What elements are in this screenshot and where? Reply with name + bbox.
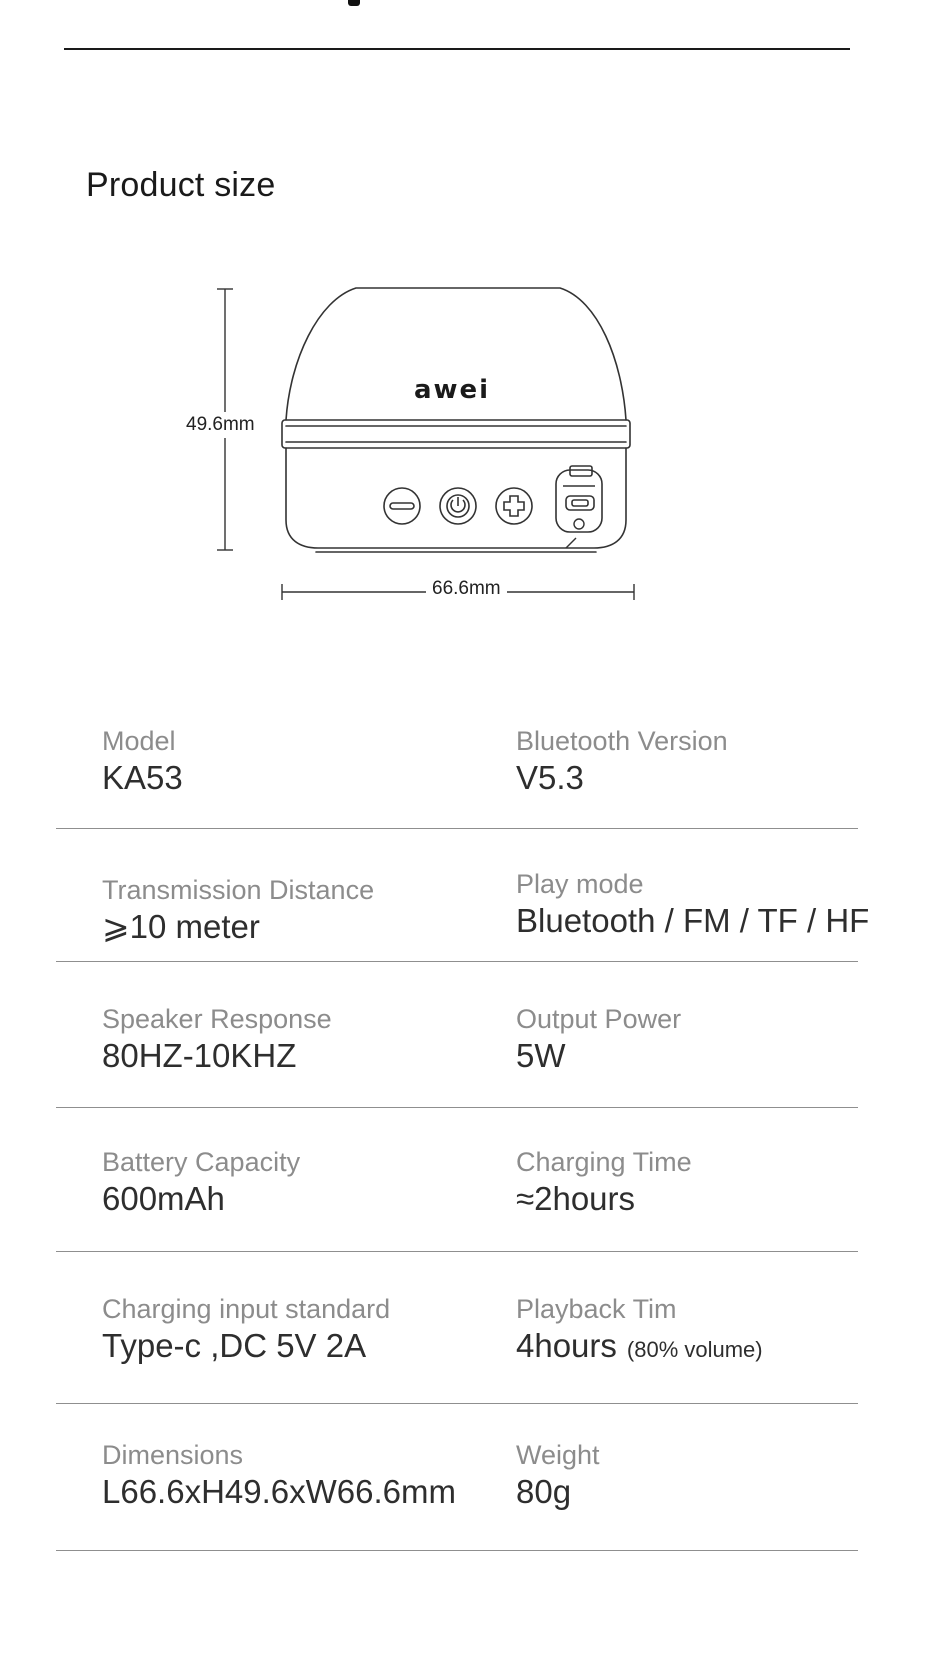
tf-card-slot-icon: [566, 519, 584, 548]
spec-value-main: 4hours: [516, 1327, 617, 1364]
spec-cell-play-mode: [516, 867, 869, 941]
section-title: Product size: [86, 166, 276, 204]
spec-value: 80HZ-10KHZ: [102, 1037, 297, 1074]
spec-label: Charging input standard: [102, 1294, 391, 1324]
spec-cell-output-power: [516, 1002, 681, 1076]
spec-label: Transmission Distance: [102, 875, 375, 905]
awei-logo: awei: [413, 375, 491, 405]
spec-value: L66.6xH49.6xW66.6mm: [102, 1473, 456, 1510]
spec-cell-transmission-distance: [102, 873, 374, 947]
spec-label: Charging Time: [516, 1147, 692, 1177]
spec-row: [56, 829, 870, 962]
spec-value: [516, 1326, 763, 1370]
spec-cell-charging-input: [102, 1292, 390, 1366]
width-label: 66.6mm: [426, 578, 507, 600]
spec-cell-charging-time: [516, 1145, 692, 1219]
spec-label: Playback Tim: [516, 1294, 677, 1324]
spec-label: Dimensions: [102, 1440, 244, 1470]
spec-value: Bluetooth / FM / TF / HF: [516, 902, 870, 939]
spec-value: 5W: [516, 1037, 566, 1074]
spec-cell-dimensions: [102, 1438, 456, 1512]
spec-cell-model: [102, 724, 183, 798]
spec-row: [56, 1252, 858, 1404]
spec-value: ⩾10 meter: [102, 908, 260, 945]
speaker-drawing: [0, 0, 950, 640]
spec-cell-battery-capacity: [102, 1145, 300, 1219]
spec-cell-weight: [516, 1438, 600, 1512]
power-icon: [440, 488, 476, 524]
spec-row: [56, 724, 858, 829]
spec-value: Type-c ,DC 5V 2A: [102, 1327, 367, 1364]
spec-cell-speaker-response: [102, 1002, 332, 1076]
spec-label: Speaker Response: [102, 1004, 332, 1034]
spec-label: Output Power: [516, 1004, 682, 1034]
spec-value: ≈2hours: [516, 1180, 636, 1217]
usb-c-port-icon: [556, 466, 602, 532]
spec-label: Play mode: [516, 869, 644, 899]
spec-row: [56, 1404, 858, 1551]
spec-cell-playback-time: [516, 1292, 763, 1370]
spec-row: [56, 1108, 858, 1252]
spec-value: KA53: [102, 759, 183, 796]
minus-icon: [384, 488, 420, 524]
height-label: 49.6mm: [186, 412, 255, 438]
spec-label: Bluetooth Version: [516, 726, 728, 756]
spec-cell-bluetooth-version: [516, 724, 728, 798]
spec-label: Weight: [516, 1440, 600, 1470]
spec-value: 600mAh: [102, 1180, 225, 1217]
plus-icon: [496, 488, 532, 524]
spec-row: [56, 962, 858, 1108]
spec-label: Battery Capacity: [102, 1147, 301, 1177]
spec-value: V5.3: [516, 759, 584, 796]
spec-value-note: (80% volume): [626, 1337, 763, 1362]
spec-value: 80g: [516, 1473, 572, 1510]
spec-label: Model: [102, 726, 176, 756]
product-size-diagram: [0, 0, 950, 640]
